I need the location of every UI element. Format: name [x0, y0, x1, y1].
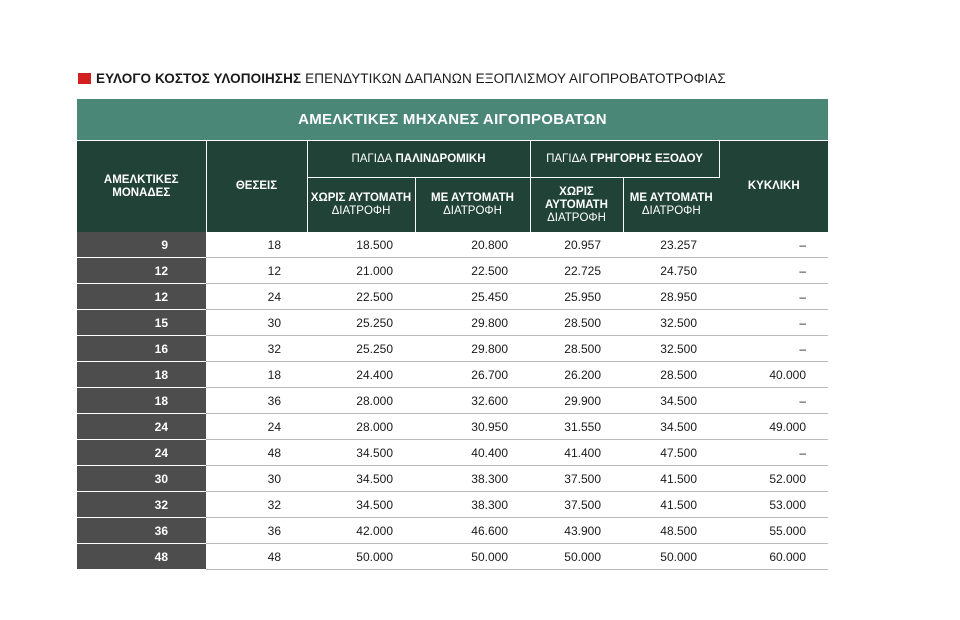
- cell-palin-without: 34.500: [307, 466, 415, 492]
- cell-fast-without: 31.550: [530, 414, 623, 440]
- table-caption: [78, 71, 726, 86]
- cell-fast-without: 26.200: [530, 362, 623, 388]
- table-title: ΑΜΕΛΚΤΙΚΕΣ ΜΗΧΑΝΕΣ ΑΙΓΟΠΡΟΒΑΤΩΝ: [77, 99, 828, 141]
- cell-fast-without: 41.400: [530, 440, 623, 466]
- group1-name: ΠΑΛΙΝΔΡΟΜΙΚΗ: [395, 152, 486, 165]
- cell-fast-with: 23.257: [623, 232, 719, 258]
- cell-seats: 48: [206, 544, 307, 570]
- cell-palin-with: 40.400: [415, 440, 530, 466]
- cell-palin-with: 38.300: [415, 466, 530, 492]
- group2-prefix: ΠΑΓΙΔΑ: [546, 152, 587, 165]
- g2-with-line1: ΜΕ ΑΥΤΟΜΑΤΗ: [629, 192, 713, 204]
- cell-fast-without: 22.725: [530, 258, 623, 284]
- cell-palin-without: 34.500: [307, 492, 415, 518]
- cell-palin-without: 28.000: [307, 388, 415, 414]
- cell-palin-with: 30.950: [415, 414, 530, 440]
- cell-circular: 53.000: [719, 492, 828, 518]
- cell-seats: 18: [206, 362, 307, 388]
- header-g1-without: [307, 178, 415, 233]
- cell-palin-with: 20.800: [415, 232, 530, 258]
- table-row: [77, 492, 828, 518]
- table-row: [77, 362, 828, 388]
- cell-fast-without: 28.500: [530, 336, 623, 362]
- g2-with-line2: ΔΙΑΤΡΟΦΗ: [641, 205, 701, 217]
- cell-palin-without: 50.000: [307, 544, 415, 570]
- cell-palin-without: 28.000: [307, 414, 415, 440]
- cell-fast-with: 34.500: [623, 414, 719, 440]
- cell-fast-with: 48.500: [623, 518, 719, 544]
- header-g2-without: [530, 178, 623, 233]
- caption-bold: ΕΥΛΟΓΟ ΚΟΣΤΟΣ ΥΛΟΠΟΙΗΣΗΣ: [96, 71, 302, 86]
- cell-units: 9: [77, 232, 206, 258]
- header-group-fast-exit: [530, 141, 719, 178]
- cell-seats: 32: [206, 492, 307, 518]
- cell-seats: 24: [206, 284, 307, 310]
- cell-palin-without: 21.000: [307, 258, 415, 284]
- red-square-icon: [78, 73, 91, 84]
- cell-units: 24: [77, 414, 206, 440]
- table-row: [77, 310, 828, 336]
- caption-rest: ΕΠΕΝΔΥΤΙΚΩΝ ΔΑΠΑΝΩΝ ΕΞΟΠΛΙΣΜΟΥ ΑΙΓΟΠΡΟΒΑΤΟΤΡΟΦΙΑΣ: [305, 71, 726, 86]
- cell-palin-with: 46.600: [415, 518, 530, 544]
- cell-palin-without: 34.500: [307, 440, 415, 466]
- g1-without-line1: ΧΩΡΙΣ ΑΥΤΟΜΑΤΗ: [310, 192, 412, 204]
- cell-fast-with: 32.500: [623, 310, 719, 336]
- g1-with-line2: ΔΙΑΤΡΟΦΗ: [443, 205, 502, 217]
- cell-units: 18: [77, 388, 206, 414]
- cell-fast-with: 50.000: [623, 544, 719, 570]
- cell-fast-with: 41.500: [623, 492, 719, 518]
- cell-fast-without: 50.000: [530, 544, 623, 570]
- group2-name: ΓΡΗΓΟΡΗΣ ΕΞΟΔΟΥ: [590, 152, 703, 165]
- cell-units: 30: [77, 466, 206, 492]
- cell-circular: 55.000: [719, 518, 828, 544]
- table-row: [77, 388, 828, 414]
- g2-without-line2: ΑΥΤΟΜΑΤΗ: [545, 198, 608, 211]
- cell-palin-without: 25.250: [307, 336, 415, 362]
- cell-palin-with: 22.500: [415, 258, 530, 284]
- cell-palin-with: 32.600: [415, 388, 530, 414]
- cell-fast-with: 24.750: [623, 258, 719, 284]
- cell-palin-with: 38.300: [415, 492, 530, 518]
- cell-palin-with: 25.450: [415, 284, 530, 310]
- cell-circular: –: [719, 232, 828, 258]
- cell-fast-without: 28.500: [530, 310, 623, 336]
- cell-fast-without: 37.500: [530, 492, 623, 518]
- table-row: [77, 284, 828, 310]
- cell-palin-with: 29.800: [415, 310, 530, 336]
- table-row: [77, 258, 828, 284]
- header-circular: ΚΥΚΛΙΚΗ: [719, 141, 828, 233]
- g2-without-line1: ΧΩΡΙΣ: [559, 185, 594, 198]
- cell-units: 48: [77, 544, 206, 570]
- cell-seats: 36: [206, 518, 307, 544]
- cell-fast-with: 41.500: [623, 466, 719, 492]
- cell-circular: 49.000: [719, 414, 828, 440]
- g1-without-line2: ΔΙΑΤΡΟΦΗ: [331, 205, 391, 217]
- cell-fast-without: 25.950: [530, 284, 623, 310]
- cell-palin-with: 26.700: [415, 362, 530, 388]
- cell-seats: 12: [206, 258, 307, 284]
- cell-fast-without: 20.957: [530, 232, 623, 258]
- cell-units: 18: [77, 362, 206, 388]
- table-row: [77, 544, 828, 570]
- cell-circular: 60.000: [719, 544, 828, 570]
- cell-circular: –: [719, 440, 828, 466]
- cell-units: 36: [77, 518, 206, 544]
- cell-units: 24: [77, 440, 206, 466]
- cost-table: [77, 99, 828, 570]
- cell-fast-without: 37.500: [530, 466, 623, 492]
- table-row: [77, 336, 828, 362]
- cell-palin-without: 25.250: [307, 310, 415, 336]
- cell-seats: 18: [206, 232, 307, 258]
- cell-units: 12: [77, 258, 206, 284]
- header-seats: ΘΕΣΕΙΣ: [206, 141, 307, 233]
- cell-units: 16: [77, 336, 206, 362]
- cell-circular: –: [719, 310, 828, 336]
- g2-without-line3: ΔΙΑΤΡΟΦΗ: [547, 211, 606, 224]
- cell-palin-without: 24.400: [307, 362, 415, 388]
- cell-units: 15: [77, 310, 206, 336]
- table-row: [77, 440, 828, 466]
- group1-prefix: ΠΑΓΙΔΑ: [351, 152, 393, 165]
- table-row: [77, 414, 828, 440]
- cell-fast-without: 43.900: [530, 518, 623, 544]
- cell-palin-without: 42.000: [307, 518, 415, 544]
- cell-circular: –: [719, 388, 828, 414]
- cell-seats: 36: [206, 388, 307, 414]
- header-g2-with: [623, 178, 719, 233]
- cell-seats: 30: [206, 310, 307, 336]
- cell-circular: –: [719, 258, 828, 284]
- cell-circular: 40.000: [719, 362, 828, 388]
- cell-circular: –: [719, 284, 828, 310]
- cell-units: 32: [77, 492, 206, 518]
- cell-fast-with: 28.950: [623, 284, 719, 310]
- header-group-palindromic: [307, 141, 530, 178]
- cell-palin-with: 50.000: [415, 544, 530, 570]
- cell-seats: 24: [206, 414, 307, 440]
- table-row: [77, 518, 828, 544]
- cell-fast-without: 29.900: [530, 388, 623, 414]
- header-units: ΑΜΕΛΚΤΙΚΕΣ ΜΟΝΑΔΕΣ: [77, 141, 206, 233]
- table-row: [77, 232, 828, 258]
- cell-seats: 48: [206, 440, 307, 466]
- cell-circular: –: [719, 336, 828, 362]
- cell-fast-with: 32.500: [623, 336, 719, 362]
- cell-fast-with: 28.500: [623, 362, 719, 388]
- header-g1-with: [415, 178, 530, 233]
- cell-palin-with: 29.800: [415, 336, 530, 362]
- cell-palin-without: 18.500: [307, 232, 415, 258]
- cell-seats: 32: [206, 336, 307, 362]
- cell-circular: 52.000: [719, 466, 828, 492]
- cell-fast-with: 47.500: [623, 440, 719, 466]
- table-row: [77, 466, 828, 492]
- cell-fast-with: 34.500: [623, 388, 719, 414]
- cell-palin-without: 22.500: [307, 284, 415, 310]
- cell-seats: 30: [206, 466, 307, 492]
- table-body: [77, 232, 828, 570]
- cell-units: 12: [77, 284, 206, 310]
- g1-with-line1: ΜΕ ΑΥΤΟΜΑΤΗ: [431, 192, 514, 204]
